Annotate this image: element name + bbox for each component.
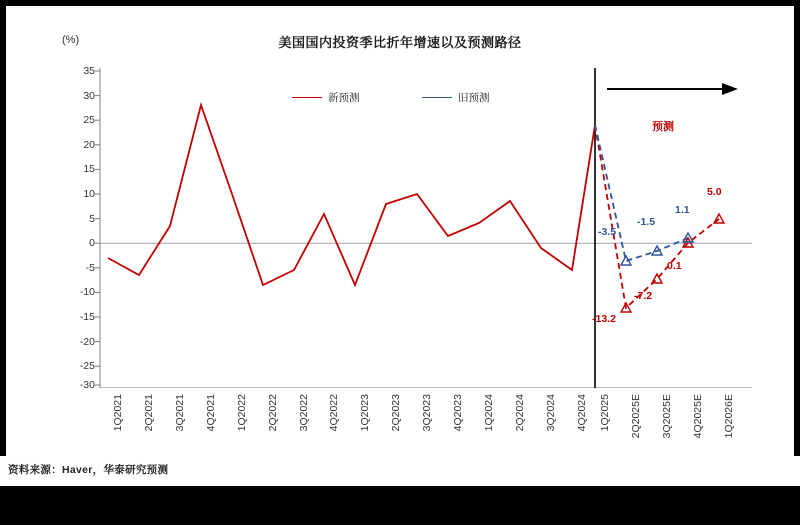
x-tick-label: 3Q2021	[174, 394, 186, 432]
y-axis-ticks	[95, 71, 100, 385]
x-tick-label: 2Q2022	[267, 394, 279, 432]
series-line-new-forecast-projection	[595, 125, 719, 308]
x-tick-label: 3Q2023	[421, 394, 433, 432]
y-tick-label: -5	[85, 261, 95, 274]
x-tick-label: 2Q2024	[514, 394, 526, 432]
data-label-4q2025e-new: 0.1	[667, 260, 682, 272]
x-tick-label: 2Q2025E	[630, 394, 642, 439]
x-tick-label: 4Q2022	[328, 394, 340, 432]
y-tick-label: -20	[79, 335, 95, 348]
y-tick-label: 20	[83, 138, 95, 151]
axis-unit-label: (%)	[62, 34, 80, 46]
y-tick-label: 30	[83, 89, 95, 102]
data-label-2q2025e-new: -13.2	[592, 313, 616, 325]
x-tick-label: 2Q2021	[143, 394, 155, 432]
x-tick-label: 1Q2025	[599, 394, 611, 432]
x-tick-label: 3Q2025E	[661, 394, 673, 439]
data-label-3q2025e-old: -1.5	[637, 216, 656, 228]
x-tick-label: 1Q2023	[359, 394, 371, 432]
x-tick-label: 1Q2022	[236, 394, 248, 432]
y-tick-label: 25	[83, 114, 95, 127]
legend-label-new-forecast: 新预测	[328, 92, 360, 104]
y-tick-label: 10	[83, 188, 95, 200]
series-line-old-forecast	[595, 125, 688, 261]
y-tick-label: 5	[89, 212, 95, 225]
y-tick-label: -10	[79, 286, 95, 299]
chart-title: 美国国内投资季比折年增速以及预测路径	[278, 35, 522, 50]
forecast-region-label: 预测	[652, 121, 674, 133]
x-tick-label: 4Q2023	[452, 394, 464, 432]
plot-area	[62, 65, 752, 439]
source-note: 资料来源：Haver，华泰研究预测	[8, 464, 169, 476]
y-tick-label: 35	[83, 65, 95, 77]
chart-card	[6, 6, 794, 456]
y-tick-label: 0	[89, 237, 95, 250]
y-tick-label: -15	[79, 311, 95, 323]
x-tick-label: 1Q2026E	[723, 394, 735, 439]
forecast-arrow	[607, 83, 738, 95]
series-line-new-forecast	[108, 105, 595, 285]
x-tick-label: 3Q2024	[545, 394, 557, 432]
data-label-1q2026e-new: 5.0	[707, 186, 722, 198]
y-tick-label: -30	[79, 379, 95, 391]
data-label-4q2025e-old: 1.1	[675, 204, 690, 216]
series-markers-old-forecast	[621, 233, 693, 265]
y-tick-label: 15	[83, 163, 95, 176]
x-tick-label: 2Q2023	[390, 394, 402, 432]
data-label-3q2025e-new: -7.2	[634, 290, 653, 302]
x-tick-label: 3Q2022	[298, 394, 310, 432]
x-tick-label: 4Q2021	[205, 394, 217, 432]
x-tick-label: 1Q2024	[483, 394, 495, 432]
x-tick-label: 1Q2021	[112, 394, 124, 432]
x-tick-label: 4Q2025E	[692, 394, 704, 439]
chart-svg	[62, 68, 752, 388]
data-label-2q2025e-old: -3.5	[598, 226, 617, 238]
y-tick-label: -25	[79, 360, 95, 373]
x-tick-label: 4Q2024	[576, 394, 588, 432]
legend-label-old-forecast: 旧预测	[458, 92, 490, 104]
